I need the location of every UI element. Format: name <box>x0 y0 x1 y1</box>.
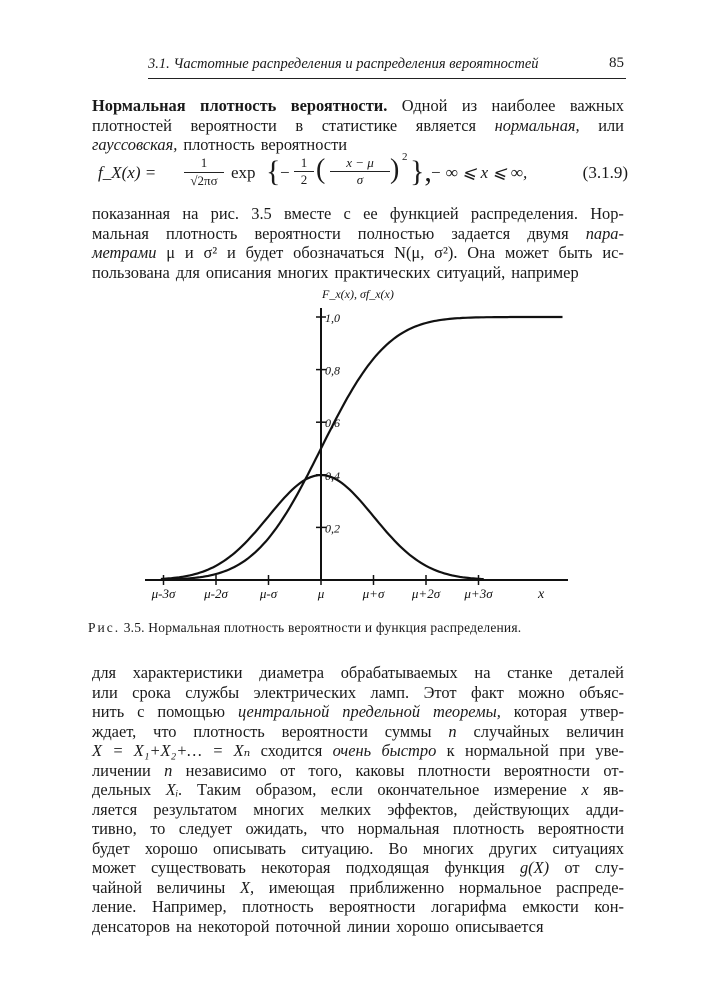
formula-paren-open: ( <box>316 154 326 185</box>
word: g(X) <box>519 858 550 877</box>
word: важных <box>569 96 624 115</box>
formula-power: 2 <box>402 151 408 163</box>
word: наиболее <box>491 96 556 115</box>
word: которая <box>513 702 568 721</box>
text-line <box>92 116 624 136</box>
text-line <box>92 819 624 839</box>
caption-text: 3.5. Нормальная плотность вероятности и функция распределения. <box>123 620 522 635</box>
word: сходится <box>260 741 323 760</box>
word: метрами <box>92 243 157 262</box>
word: σ² <box>203 243 218 262</box>
word: мелких <box>320 799 372 819</box>
word: Xₙ <box>233 741 251 760</box>
word: результатом <box>153 799 238 819</box>
word: гауссовская, <box>92 135 178 154</box>
text-line <box>92 858 624 878</box>
x-tick-label: μ-σ <box>259 586 278 601</box>
word: является <box>415 115 477 135</box>
word: на <box>182 204 199 223</box>
x-tick-label: μ+3σ <box>464 586 493 601</box>
word: образом, <box>255 780 317 799</box>
word: Xᵢ. <box>165 780 183 799</box>
formula-brace-open: { <box>266 155 281 188</box>
word: диаметра <box>259 663 325 682</box>
word: от <box>279 760 296 780</box>
word: плотность <box>193 721 265 741</box>
word: яв- <box>603 780 624 799</box>
word: то <box>150 819 166 838</box>
word: описывается <box>455 916 544 936</box>
word: к <box>446 741 455 760</box>
word: вероятности <box>254 223 341 243</box>
word: мальная <box>92 223 149 243</box>
word: вероятности <box>329 897 416 916</box>
word: = <box>112 741 124 760</box>
word: ис- <box>602 243 624 262</box>
text-line <box>92 96 624 116</box>
normal-distribution-chart <box>0 280 716 602</box>
x-tick-label: μ-3σ <box>151 586 176 601</box>
word: быстро <box>381 741 437 760</box>
paragraph-intro <box>92 96 624 155</box>
running-header-title: 3.1. Частотные распределения и распределения вероятностей <box>148 56 539 72</box>
word: n <box>448 721 457 741</box>
coef-denominator: √2πσ <box>190 173 218 188</box>
x-tick-label: μ+σ <box>362 586 385 601</box>
half-numerator: 1 <box>294 155 314 172</box>
y-tick-label: 0,8 <box>325 363 340 378</box>
word: для <box>175 262 200 282</box>
word: быть <box>558 243 593 262</box>
word: вероятности <box>503 760 591 780</box>
word: характеристики <box>132 663 243 682</box>
word: личении <box>92 760 151 780</box>
word: нормальная, <box>494 115 580 135</box>
paragraph-continuation <box>92 663 624 936</box>
word: пара- <box>585 223 624 243</box>
word: полностью <box>357 223 435 243</box>
word: что <box>153 721 177 741</box>
chart-axes <box>145 308 568 580</box>
word: некоторой <box>198 916 270 936</box>
y-tick-label: 0,6 <box>325 416 340 431</box>
word: обозначаться <box>293 243 385 262</box>
z-numerator: x − μ <box>330 155 390 172</box>
word: тивно, <box>92 819 137 838</box>
word: уве- <box>595 741 624 760</box>
word: многих <box>422 838 474 858</box>
half-denominator: 2 <box>300 172 308 187</box>
word: каковы <box>355 760 405 780</box>
word: линии <box>346 916 391 936</box>
word: пользована <box>92 262 170 282</box>
word: плотность <box>200 96 277 115</box>
word: N(μ, <box>394 243 425 262</box>
word: объяс- <box>579 682 624 702</box>
text-line <box>92 761 624 781</box>
word: поточной <box>275 916 341 936</box>
word: следует <box>178 819 233 838</box>
word: при <box>559 741 586 760</box>
formula-minus: − <box>280 163 290 182</box>
word: от- <box>603 760 624 780</box>
word: центральной <box>237 702 330 721</box>
word: будет <box>245 243 284 262</box>
word: утвер- <box>580 702 624 721</box>
text-line <box>92 917 624 937</box>
word: многих <box>277 262 329 282</box>
word: срока <box>132 682 171 702</box>
word: адди- <box>585 799 624 819</box>
word: плотность <box>452 819 525 838</box>
word: x <box>581 780 589 799</box>
text-line <box>92 663 624 683</box>
word: в <box>295 115 304 135</box>
word: кон- <box>594 897 624 916</box>
word: вероятности <box>281 721 368 741</box>
text-line <box>92 897 624 917</box>
word: из <box>461 96 478 115</box>
word: показанная <box>92 204 171 223</box>
word: функцией <box>389 204 459 223</box>
word: может <box>504 243 549 262</box>
word: описания <box>205 262 272 282</box>
word: плотность <box>165 223 238 243</box>
word: вероятности <box>260 135 348 154</box>
word: будет <box>92 838 130 858</box>
word: вместе <box>284 204 332 223</box>
word: Таким <box>197 780 242 799</box>
y-tick-label: 0,4 <box>325 468 340 483</box>
word: задается <box>451 223 511 243</box>
word: практических <box>334 262 431 282</box>
word: рис. <box>210 204 239 223</box>
word: емкости <box>522 897 579 916</box>
word: хорошо <box>144 838 198 858</box>
paragraph-description <box>92 204 624 282</box>
word: X₁+X₂+… <box>133 741 202 760</box>
word: величины <box>156 877 226 897</box>
running-header <box>148 54 626 79</box>
word: эффектов, <box>387 799 458 819</box>
text-line <box>92 702 624 722</box>
word: плотность <box>242 897 314 916</box>
word: службы <box>185 682 240 702</box>
word: того, <box>308 760 343 780</box>
word: других <box>489 838 538 858</box>
page-number: 85 <box>609 55 624 71</box>
word: подходящая <box>345 858 430 877</box>
formula-lhs: f_X(x) = <box>98 163 157 182</box>
chart-labels <box>151 287 545 602</box>
y-axis-title: F_x(x), σf_x(x) <box>322 287 394 301</box>
equation-number: (3.1.9) <box>582 163 628 182</box>
word: = <box>212 741 224 760</box>
word: σ²). <box>434 243 458 262</box>
word: можно <box>518 682 565 702</box>
y-tick-label: 1,0 <box>325 311 340 325</box>
x-tick-label: μ+2σ <box>411 586 441 601</box>
word: Во <box>388 838 408 858</box>
text-line <box>92 780 624 800</box>
word: с <box>137 702 145 721</box>
word: Нормальная <box>92 96 186 115</box>
word: и <box>227 243 236 262</box>
figure-caption <box>88 620 628 636</box>
word: чайной <box>92 877 143 897</box>
word: ситуацию. <box>301 838 374 858</box>
word: Одной <box>401 96 448 115</box>
word: вероятности <box>190 115 277 135</box>
word: предельной <box>342 702 421 721</box>
word: некоторая <box>261 858 331 877</box>
word: ламп. <box>370 682 410 702</box>
word: Нор- <box>590 204 624 223</box>
word: например <box>511 262 579 282</box>
text-line <box>92 683 624 703</box>
word: ожидать, <box>245 819 308 838</box>
formula-range: − ∞ ⩽ x ⩽ ∞, <box>430 163 528 182</box>
word: n <box>164 760 173 780</box>
word: денсаторов <box>92 916 170 936</box>
word: помощью <box>157 702 225 721</box>
word: измерение <box>493 780 567 799</box>
word: распреде- <box>556 877 624 897</box>
word: вероятности. <box>290 96 388 115</box>
y-tick-label: 0,2 <box>325 521 340 536</box>
caption-label: Рис. <box>88 620 121 635</box>
word: распределения. <box>470 204 578 223</box>
text-line <box>92 204 624 224</box>
word: от <box>564 858 580 877</box>
word: ление. <box>92 897 137 916</box>
word: или <box>598 115 624 135</box>
word: ситуаций, <box>436 262 506 282</box>
word: X, <box>239 877 255 897</box>
word: величин <box>566 721 624 741</box>
word: многих <box>253 799 305 819</box>
word: окончательное <box>377 780 480 799</box>
word: и <box>184 243 194 262</box>
word: случайных <box>473 721 550 741</box>
word: описывать <box>212 838 287 858</box>
text-line <box>92 839 624 859</box>
formula-paren-close: ) <box>390 154 400 185</box>
word: Она <box>467 243 496 262</box>
word: с <box>343 204 351 223</box>
word: ситуациях <box>552 838 624 858</box>
text-line <box>92 243 624 263</box>
text-line <box>92 135 624 155</box>
word: статистике <box>321 115 398 135</box>
word: для <box>92 663 117 682</box>
word: ее <box>363 204 378 223</box>
word: теоремы, <box>433 702 501 721</box>
word: факт <box>470 682 504 702</box>
formula-coefficient <box>184 155 224 189</box>
word: хорошо <box>396 916 450 936</box>
word: или <box>92 682 118 702</box>
word: Этот <box>423 682 457 702</box>
formula-half <box>294 155 314 188</box>
word: что <box>320 819 345 838</box>
distribution-curve <box>161 317 563 580</box>
word: имеющая <box>268 877 335 897</box>
text-line <box>92 224 624 244</box>
word: дельных <box>92 780 152 799</box>
word: 3.5 <box>251 204 272 223</box>
x-tick-label: μ-2σ <box>204 586 228 601</box>
word: нормальное <box>458 877 542 897</box>
word: независимо <box>185 760 267 780</box>
word: нормальной <box>464 741 549 760</box>
formula-brace-close: }, <box>410 155 432 188</box>
word: плотность <box>183 135 255 154</box>
word: ждает, <box>92 721 137 741</box>
x-tick-label: μ <box>317 586 325 601</box>
word: плотности <box>417 760 491 780</box>
word: суммы <box>384 721 432 741</box>
word: нить <box>92 702 125 721</box>
x-axis-label: x <box>538 587 545 602</box>
word: Например, <box>151 897 227 916</box>
word: логарифма <box>431 897 507 916</box>
z-denominator: σ <box>356 172 364 187</box>
word: приближенно <box>349 877 445 897</box>
word: если <box>330 780 363 799</box>
equation-3-1-9 <box>98 151 628 197</box>
word: на <box>474 663 491 682</box>
word: обрабатываемых <box>340 663 458 682</box>
word: существовать <box>151 858 246 877</box>
word: нормальная <box>357 819 440 838</box>
word: вероятности <box>537 819 624 838</box>
word: электрических <box>253 682 357 702</box>
word: плотностей <box>92 115 172 135</box>
text-line <box>92 800 624 820</box>
word: слу- <box>594 858 624 877</box>
word: X <box>92 741 103 760</box>
word: μ <box>166 243 176 262</box>
formula-exp: exp <box>231 163 256 182</box>
text-line <box>92 741 624 761</box>
word: деталей <box>569 663 624 682</box>
word: двумя <box>527 223 569 243</box>
word: на <box>175 916 193 936</box>
word: очень <box>332 741 372 760</box>
word: станке <box>507 663 553 682</box>
word: функция <box>444 858 505 877</box>
formula-standardized <box>330 155 390 188</box>
word: ляется <box>92 799 138 819</box>
text-line <box>92 722 624 742</box>
word: действующих <box>473 799 570 819</box>
word: может <box>92 858 136 877</box>
text-line <box>92 878 624 898</box>
coef-numerator: 1 <box>184 155 224 173</box>
chart-curves <box>161 317 563 580</box>
